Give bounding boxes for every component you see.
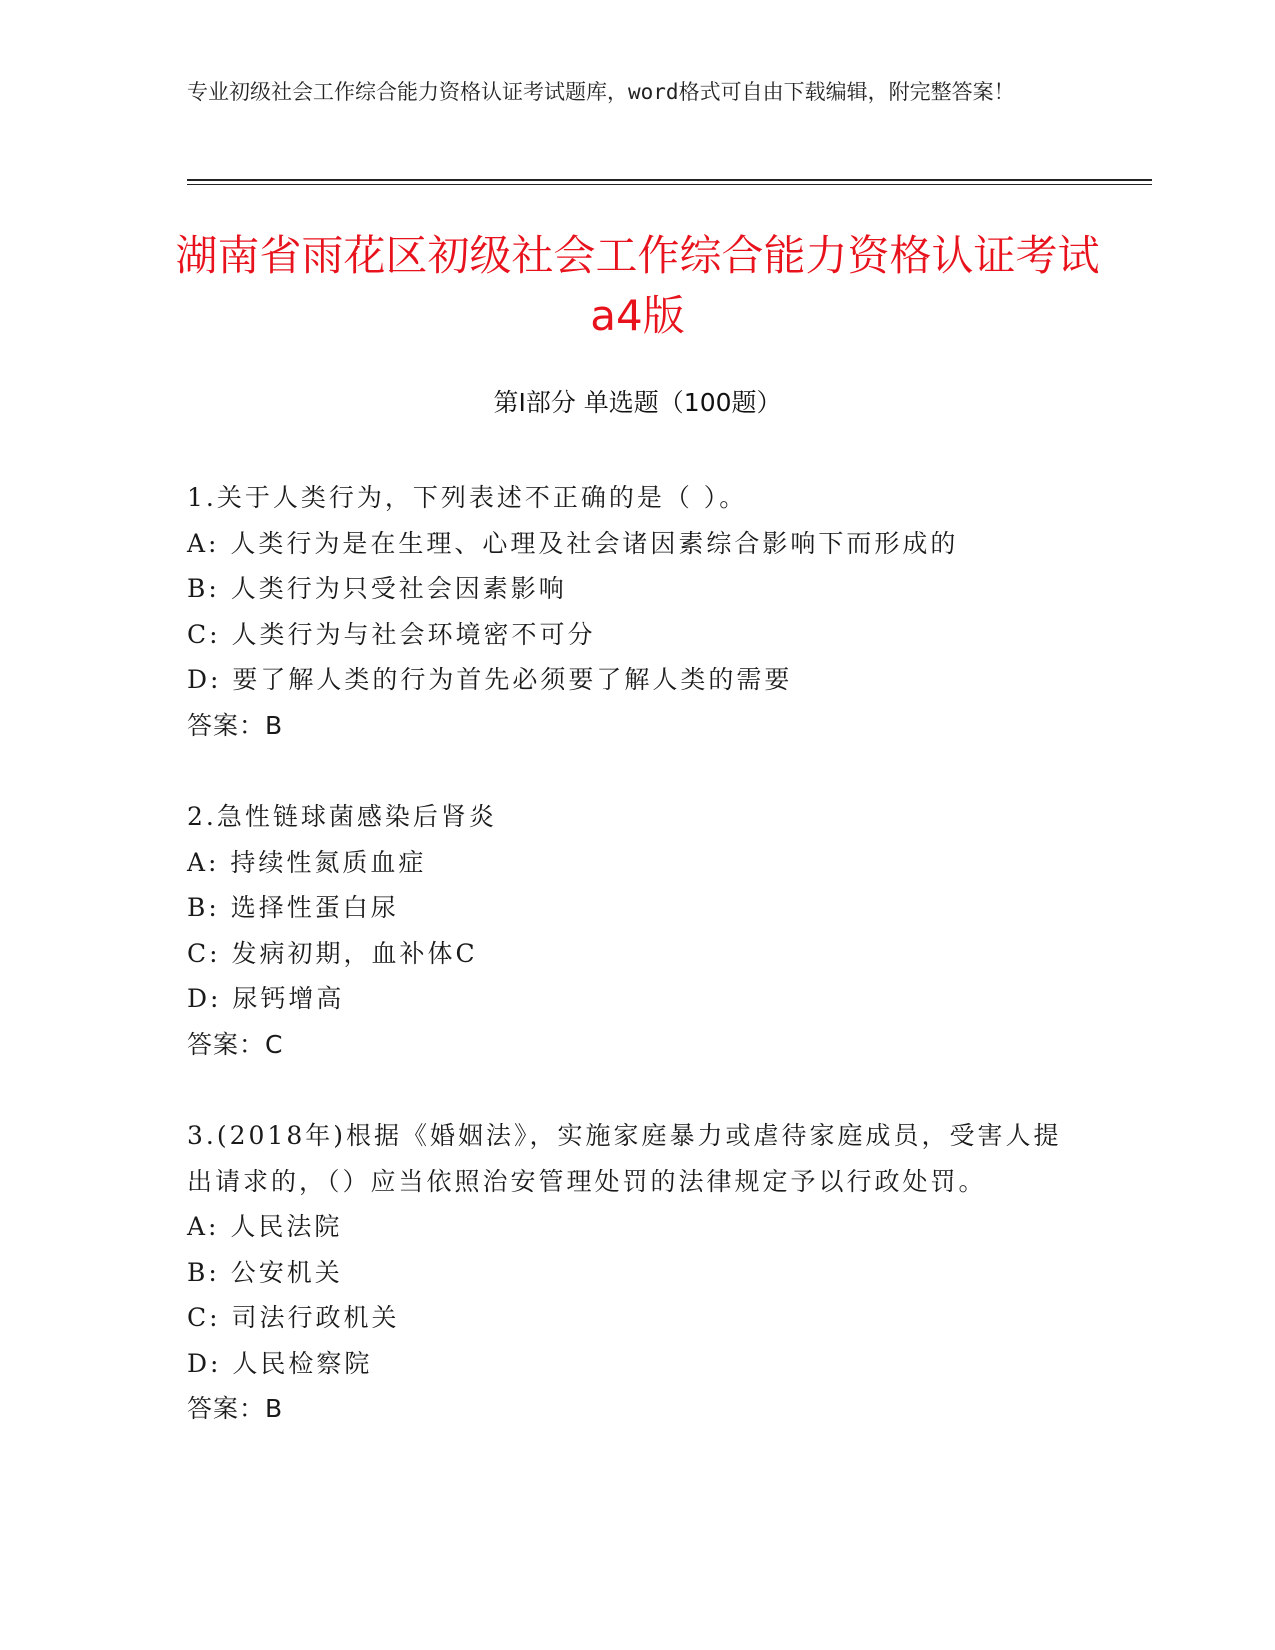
option-a: A: 人类行为是在生理、心理及社会诸因素综合影响下而形成的 [187,528,959,558]
question-stem: 3.(2018年)根据《婚姻法》，实施家庭暴力或虐待家庭成员，受害人提出请求的，（）应当依照治安管理处罚的法律规定予以行政处罚。 [187,1121,1062,1196]
option-b: B: 公安机关 [187,1257,343,1287]
question-1 [187,475,1067,748]
header-divider [187,179,1152,185]
question-stem: 1.关于人类行为，下列表述不正确的是（ ）。 [187,483,748,512]
question-stem: 2.急性链球菌感染后肾炎 [187,802,497,831]
option-c: C: 人类行为与社会环境密不可分 [187,619,596,649]
option-c: C: 发病初期，血补体C [187,938,478,968]
option-b: B: 选择性蛋白尿 [187,893,399,922]
answer: 答案：C [187,1029,284,1059]
option-d: D: 尿钙增高 [187,984,345,1013]
header-note: 专业初级社会工作综合能力资格认证考试题库，word格式可自由下载编辑，附完整答案！ [187,80,1015,104]
answer: 答案：B [187,1394,284,1423]
question-2 [187,794,1067,1067]
document-title: 湖南省雨花区初级社会工作综合能力资格认证考试a4版 [175,231,1100,340]
option-d: D: 要了解人类的行为首先必须要了解人类的需要 [187,665,793,694]
option-a: A: 持续性氮质血症 [187,847,427,877]
answer: 答案：B [187,710,284,740]
option-c: C: 司法行政机关 [187,1303,400,1332]
option-a: A: 人民法院 [187,1212,343,1241]
option-b: B: 人类行为只受社会因素影响 [187,574,567,603]
section-title: 第I部分 单选题（100题） [493,388,782,417]
question-3 [187,1113,1067,1432]
option-d: D: 人民检察院 [187,1348,373,1378]
